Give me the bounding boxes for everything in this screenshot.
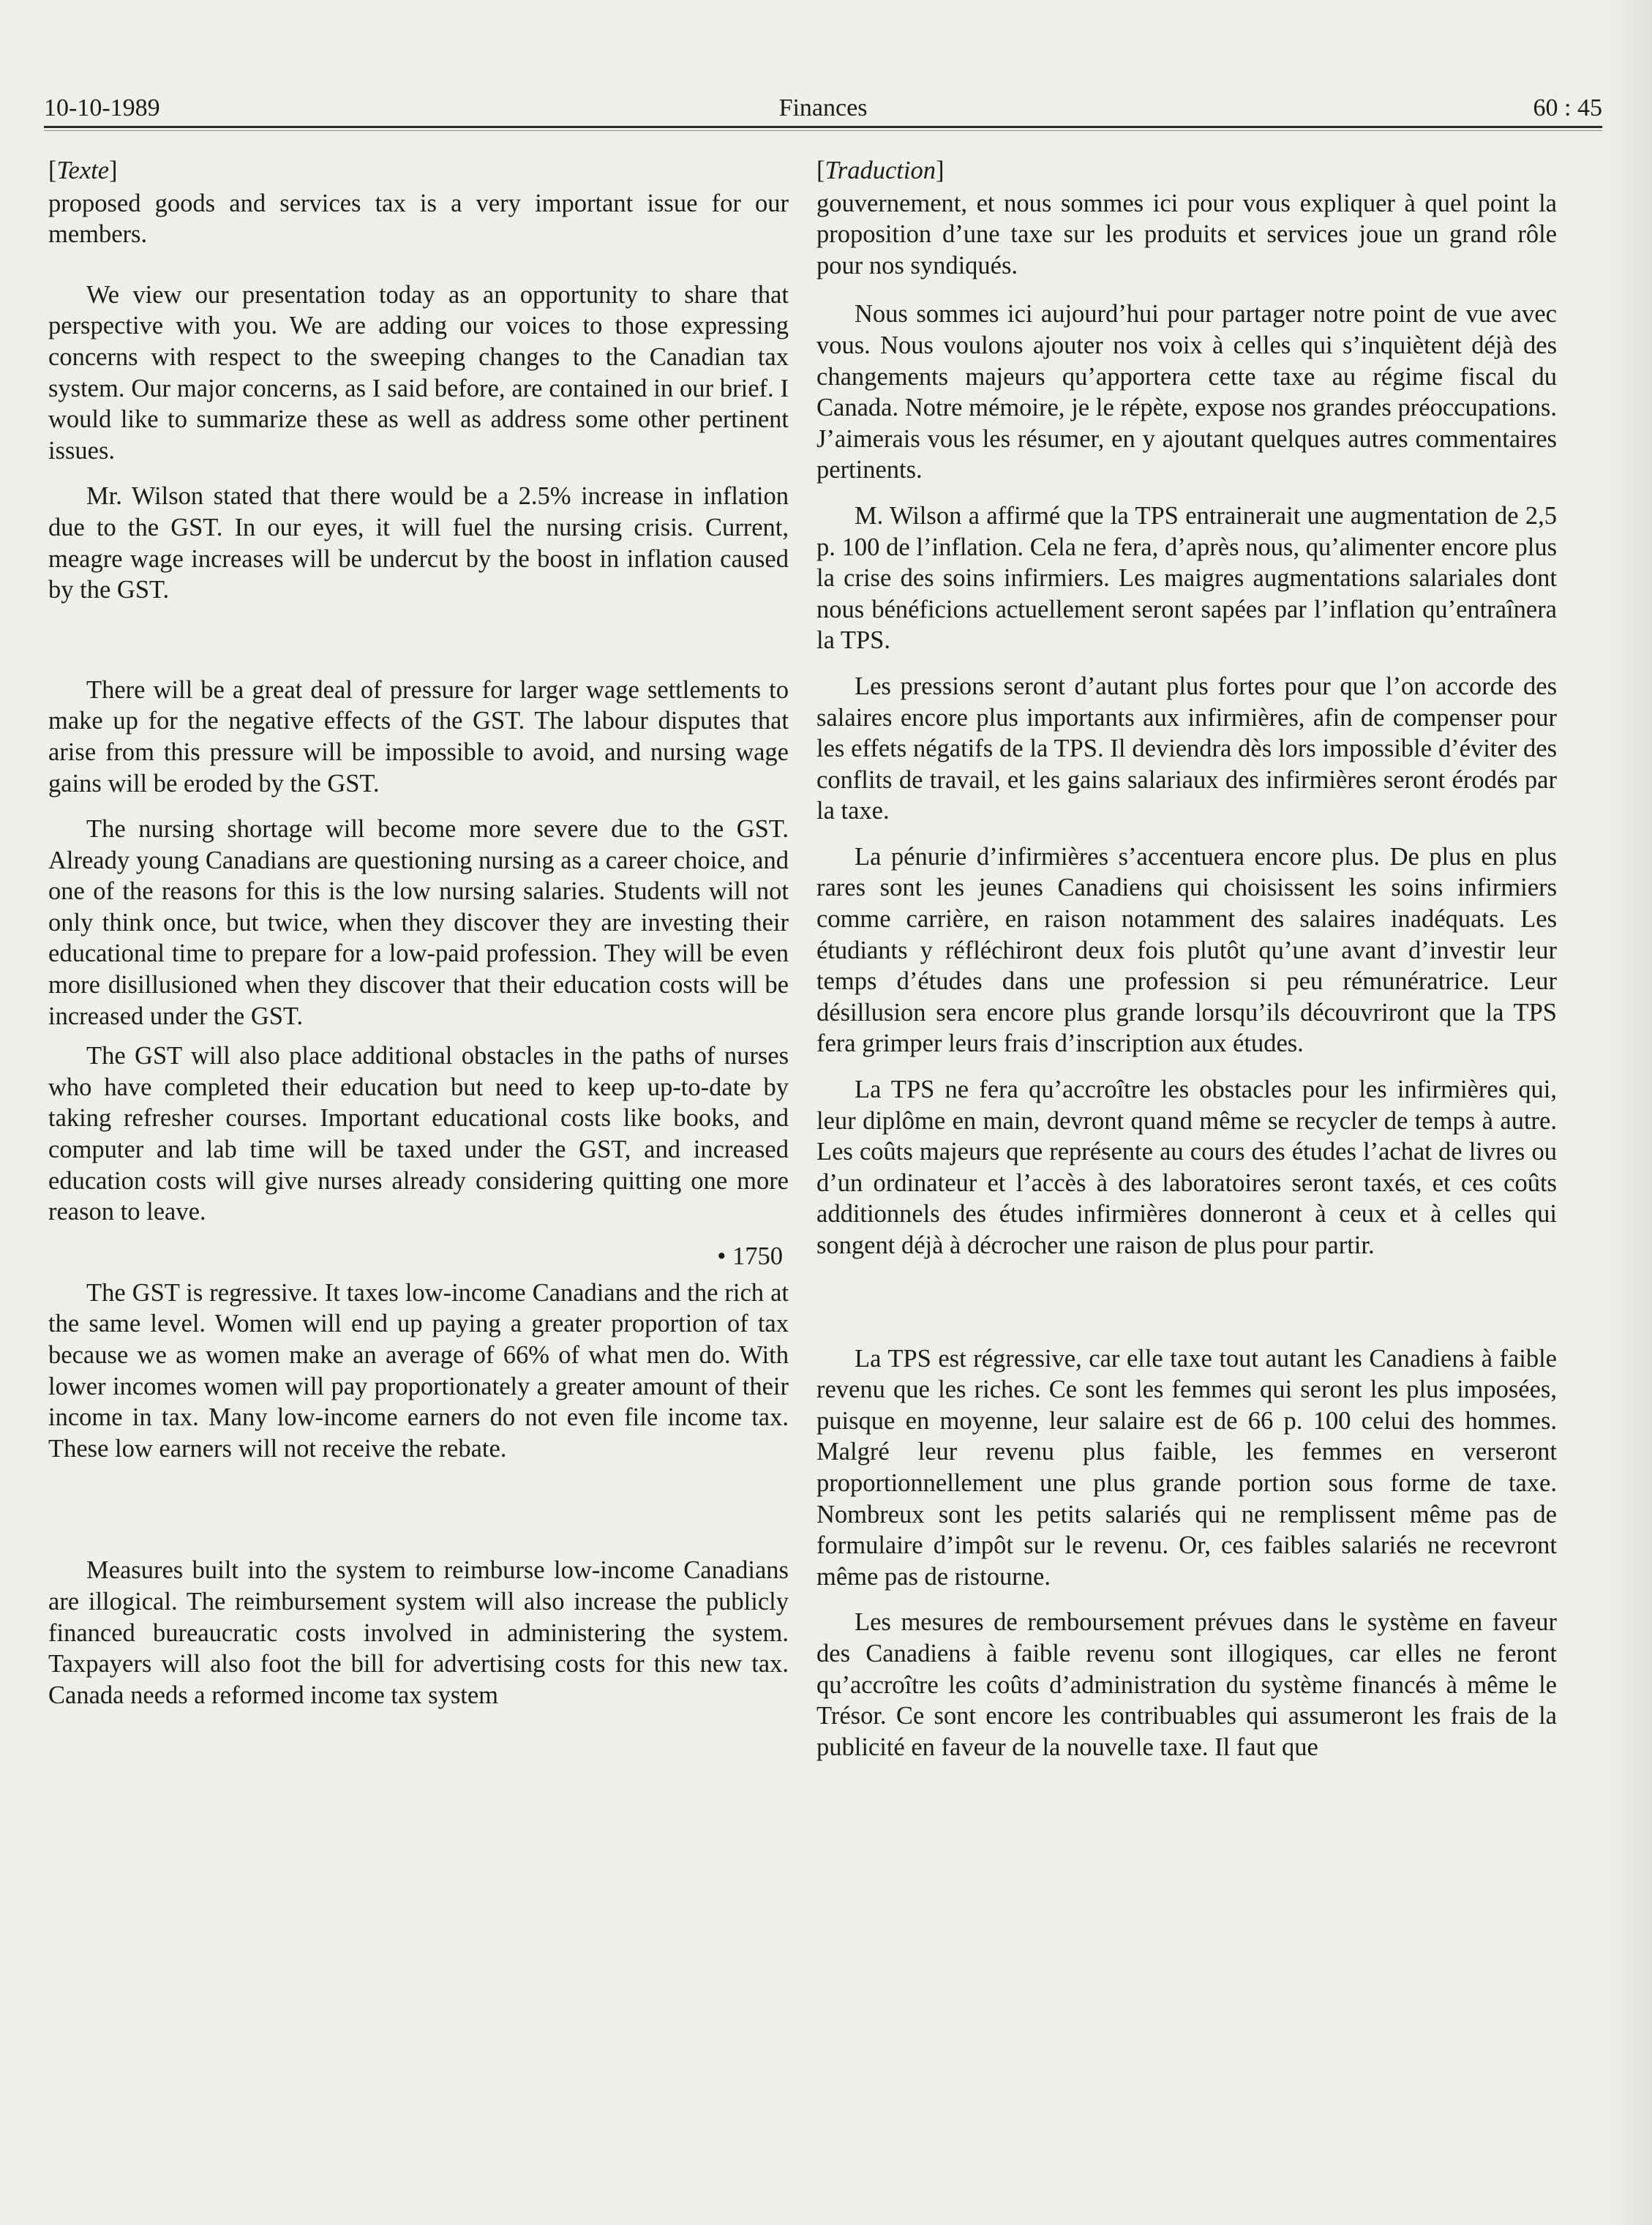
- paragraph: La TPS est régressive, car elle taxe tout autant les Canadiens à faible revenu que les riches. Ce sont les femmes qui seront les plus imposées, puisque en moyenne, leur salaire est de 66 p. 100 celui des hommes. Malgré leur revenu plus faible, les femmes en verseront proportionnellement une plus grande portion sous forme de taxe. Nombreux sont les petits salariés qui ne remplissent même pas de formulaire d’impôt sur le revenu. Or, ces faibles salariés ne recevront même pas de ristourne.: [816, 1344, 1557, 1591]
- paragraph: The nursing shortage will become more severe due to the GST. Already young Canadians are questioning nursing as a career choice, and one of the reasons for this is the low nursing salaries. Students will not only think once, but twice, when they discover they are investing their educational time to prepare for a low-paid profession. They will be even more disillusioned when they discover that their education costs will be increased under the GST.: [48, 815, 789, 1030]
- paragraph: proposed goods and services tax is a very important issue for our members.: [48, 189, 789, 249]
- paragraph: Les mesures de remboursement prévues dans le système en faveur des Canadiens à faible revenu sont illogiques, car elles ne feront qu’accroître les coûts d’administration du système financés à même le Trésor. Ce sont encore les contribuables qui assumeront les frais de la publicité en faveur de la nouvelle taxe. Il faut que: [816, 1608, 1557, 1761]
- paragraph: La pénurie d’infirmières s’accentuera encore plus. De plus en plus rares sont les jeunes Canadiens qui choisissent les soins infirmiers comme carrière, en raison notamment des salaires inadéquats. Les étudiants y réfléchiront deux fois plutôt qu’une avant d’investir leur temps d’études dans une profession si peu rémunératrice. Leur désillusion sera encore plus grande lorsqu’ils découvriront que la TPS fera grimper leurs frais d’inscription aux études.: [816, 842, 1557, 1058]
- header-title: Finances: [778, 94, 868, 121]
- paragraph: gouvernement, et nous sommes ici pour vous expliquer à quel point la proposition d’une taxe sur les produits et services joue un grand rôle pour nos syndiqués.: [816, 189, 1557, 279]
- column-label-text: Texte: [56, 157, 110, 184]
- time-marker: • 1750: [717, 1242, 783, 1270]
- column-label-text: Traduction: [825, 157, 936, 184]
- header-rule-thin: [44, 130, 1602, 131]
- column-french: [816, 155, 1557, 1763]
- header-rule: [44, 126, 1602, 128]
- paragraph: Les pressions seront d’autant plus fortes pour que l’on accorde des salaires encore plus importants aux infirmières, afin de compenser pour les effets négatifs de la TPS. Il deviendra dès lors impossible d’éviter des conflits de travail, et les gains salariaux des infirmières seront érodés par la taxe.: [816, 672, 1557, 825]
- paragraph: There will be a great deal of pressure for larger wage settlements to make up for the negative effects of the GST. The labour disputes that arise from this pressure will be impossible to avoid, and nursing wage gains will be eroded by the GST.: [48, 675, 789, 798]
- paragraph: Mr. Wilson stated that there would be a 2.5% increase in inflation due to the GST. In our eyes, it will fuel the nursing crisis. Current, meagre wage increases will be undercut by the boost in inflation caused by the GST.: [48, 482, 789, 604]
- paragraph: The GST will also place additional obstacles in the paths of nurses who have completed their education but need to keep up-to-date by taking refresher courses. Important educational costs like books, and computer and lab time will be taxed under the GST, and increased education costs will give nurses already considering quitting one more reason to leave.: [48, 1042, 789, 1226]
- paragraph: We view our presentation today as an opportunity to share that perspective with you. We are adding our voices to those expressing concerns with respect to the sweeping changes to the Canadian tax system. Our major concerns, as I said before, are contained in our brief. I would like to summarize these as well as address some other pertinent issues.: [48, 280, 789, 465]
- paragraph: The GST is regressive. It taxes low-income Canadians and the rich at the same level. Women will end up paying a greater proportion of tax because we as women make an average of 66% of what men do. With lower incomes women will pay proportionately a greater amount of their income in tax. Many low-income earners do not even file income tax. These low earners will not receive the rebate.: [48, 1278, 789, 1463]
- paragraph: Measures built into the system to reimburse low-income Canadians are illogical. The reimbursement system will also increase the publicly financed bureaucratic costs involved in administering the system. Taxpayers will also foot the bill for advertising costs for this new tax. Canada needs a reformed income tax system: [48, 1556, 789, 1709]
- column-label: [Traduction]: [816, 157, 945, 184]
- gutter-shadow: [1608, 0, 1652, 2225]
- header-page-number: 60 : 45: [1533, 94, 1602, 121]
- paragraph: M. Wilson a affirmé que la TPS entrainerait une augmentation de 2,5 p. 100 de l’inflation. Cela ne fera, d’après nous, qu’alimenter encore plus la crise des soins infirmiers. Les maigres augmentations salariales dont nous bénéficions actuellement seront sapées par l’inflation qu’entraînera la TPS.: [816, 501, 1557, 655]
- paragraph: La TPS ne fera qu’accroître les obstacles pour les infirmières qui, leur diplôme en main, devront quand même se recycler de temps à autre. Les coûts majeurs que représente au cours des études l’achat de livres ou d’un ordinateur et l’accès à des laboratoires seront taxés, et ces coûts additionnels des études infirmières donneront à ceux et à celles qui songent déjà à décrocher une raison de plus pour partir.: [816, 1076, 1557, 1259]
- running-header: [44, 92, 1602, 124]
- column-label: [Texte]: [48, 157, 118, 184]
- column-english: [48, 155, 789, 1711]
- header-date: 10-10-1989: [44, 94, 160, 121]
- paragraph: Nous sommes ici aujourd’hui pour partager notre point de vue avec vous. Nous voulons ajouter nos voix à celles qui s’inquiètent déjà des changements majeurs qu’apportera cette taxe au régime fiscal du Canada. Notre mémoire, je le répète, expose nos grandes préoccupations. J’aimerais vous les résumer, en y ajoutant quelques autres commentaires pertinents.: [816, 300, 1557, 484]
